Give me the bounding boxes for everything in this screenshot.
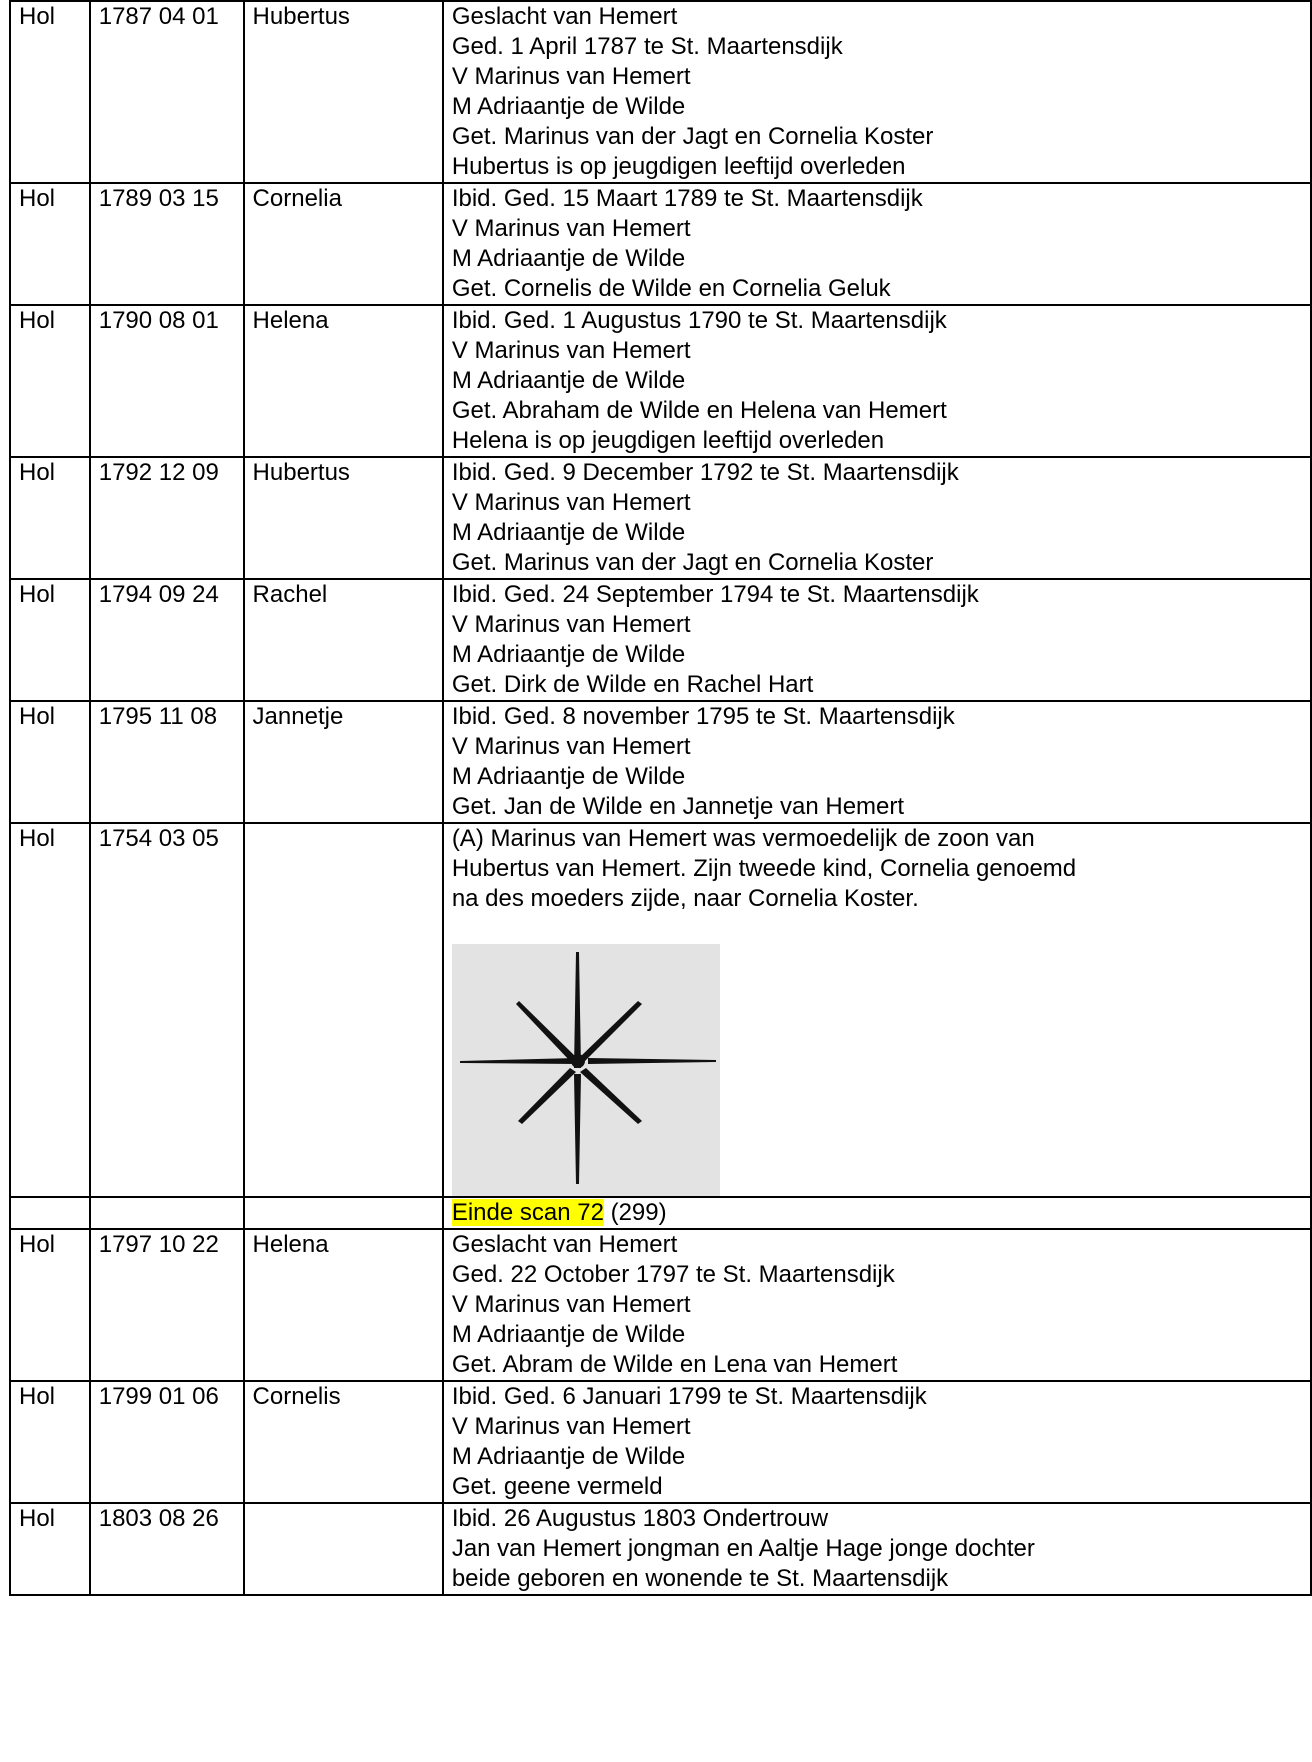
name-cell: Hubertus — [244, 1, 443, 183]
note-line: Geslacht van Hemert — [451, 1231, 678, 1258]
note-line: beide geboren en wonende te St. Maartensdijk — [451, 1565, 949, 1592]
note-line: Ged. 1 April 1787 te St. Maartensdijk — [451, 33, 843, 60]
note-line: Get. geene vermeld — [451, 1473, 663, 1500]
note-line: na des moeders zijde, naar Cornelia Koster. — [451, 885, 919, 912]
date-cell: 1795 11 08 — [90, 701, 244, 823]
note-line: Ibid. Ged. 9 December 1792 te St. Maartensdijk — [451, 459, 959, 486]
table-row — [10, 1, 1311, 183]
place-cell: Hol — [10, 183, 90, 305]
note-line: Get. Abram de Wilde en Lena van Hemert — [451, 1351, 898, 1378]
note-line: V Marinus van Hemert — [451, 1413, 691, 1440]
notes-cell — [443, 1381, 1311, 1503]
note-line: V Marinus van Hemert — [451, 733, 691, 760]
date-cell: 1754 03 05 — [90, 823, 244, 1197]
notes-cell — [443, 579, 1311, 701]
note-line: Get. Marinus van der Jagt en Cornelia Koster — [451, 549, 934, 576]
notes-cell — [443, 1229, 1311, 1381]
place-cell: Hol — [10, 579, 90, 701]
note-line: Ibid. 26 Augustus 1803 Ondertrouw — [451, 1505, 829, 1532]
place-cell — [10, 1197, 90, 1229]
table-row — [10, 1381, 1311, 1503]
date-cell: 1790 08 01 — [90, 305, 244, 457]
place-cell: Hol — [10, 1381, 90, 1503]
note-line: Geslacht van Hemert — [451, 3, 678, 30]
table-row — [10, 183, 1311, 305]
date-cell — [90, 1197, 244, 1229]
note-line: Get. Cornelis de Wilde en Cornelia Geluk — [451, 275, 891, 302]
name-cell — [244, 1197, 443, 1229]
date-cell: 1797 10 22 — [90, 1229, 244, 1381]
date-cell: 1803 08 26 — [90, 1503, 244, 1595]
name-cell: Cornelis — [244, 1381, 443, 1503]
note-line: V Marinus van Hemert — [451, 63, 691, 90]
note-line: Hubertus is op jeugdigen leeftijd overleden — [451, 153, 906, 180]
note-line: V Marinus van Hemert — [451, 489, 691, 516]
notes-cell — [443, 457, 1311, 579]
place-cell: Hol — [10, 701, 90, 823]
note-line: M Adriaantje de Wilde — [451, 1443, 686, 1470]
note-line: Ibid. Ged. 24 September 1794 te St. Maartensdijk — [451, 581, 979, 608]
note-line: V Marinus van Hemert — [451, 1291, 691, 1318]
table-row — [10, 1229, 1311, 1381]
place-cell: Hol — [10, 305, 90, 457]
date-cell: 1799 01 06 — [90, 1381, 244, 1503]
date-cell: 1789 03 15 — [90, 183, 244, 305]
date-cell: 1794 09 24 — [90, 579, 244, 701]
note-line: Ibid. Ged. 6 Januari 1799 te St. Maartensdijk — [451, 1383, 927, 1410]
name-cell: Jannetje — [244, 701, 443, 823]
table-row — [10, 701, 1311, 823]
note-line: Get. Dirk de Wilde en Rachel Hart — [451, 671, 814, 698]
place-cell: Hol — [10, 1503, 90, 1595]
note-line: V Marinus van Hemert — [451, 215, 691, 242]
note-line: Get. Jan de Wilde en Jannetje van Hemert — [451, 793, 905, 820]
note-line: M Adriaantje de Wilde — [451, 93, 686, 120]
note-line: Ibid. Ged. 1 Augustus 1790 te St. Maartensdijk — [451, 307, 947, 334]
notes-cell — [443, 183, 1311, 305]
place-cell: Hol — [10, 1, 90, 183]
notes-cell — [443, 305, 1311, 457]
place-cell: Hol — [10, 823, 90, 1197]
note-line: Helena is op jeugdigen leeftijd overleden — [451, 427, 885, 454]
notes-cell — [443, 1503, 1311, 1595]
table-row — [10, 579, 1311, 701]
note-line: M Adriaantje de Wilde — [451, 763, 686, 790]
genealogy-table — [9, 0, 1312, 1596]
table-row — [10, 1503, 1311, 1595]
date-cell: 1787 04 01 — [90, 1, 244, 183]
note-line: Ibid. Ged. 15 Maart 1789 te St. Maartensdijk — [451, 185, 923, 212]
name-cell: Rachel — [244, 579, 443, 701]
date-cell: 1792 12 09 — [90, 457, 244, 579]
name-cell: Helena — [244, 1229, 443, 1381]
name-cell: Hubertus — [244, 457, 443, 579]
note-line: Ged. 22 October 1797 te St. Maartensdijk — [451, 1261, 895, 1288]
notes-cell — [443, 823, 1311, 1197]
note-line: M Adriaantje de Wilde — [451, 1321, 686, 1348]
note-line: Ibid. Ged. 8 november 1795 te St. Maartensdijk — [451, 703, 955, 730]
name-cell: Helena — [244, 305, 443, 457]
note-line: V Marinus van Hemert — [451, 337, 691, 364]
note-line: (A) Marinus van Hemert was vermoedelijk de zoon van — [451, 825, 1035, 852]
scan-end-page-ref: (299) — [603, 1199, 667, 1226]
note-line: M Adriaantje de Wilde — [451, 519, 686, 546]
scan-end-highlight: Einde scan 72 — [451, 1199, 604, 1226]
place-cell: Hol — [10, 457, 90, 579]
note-line: M Adriaantje de Wilde — [451, 245, 686, 272]
table-row — [10, 305, 1311, 457]
star-image — [452, 944, 720, 1196]
place-cell: Hol — [10, 1229, 90, 1381]
note-line: Jan van Hemert jongman en Aaltje Hage jonge dochter — [451, 1535, 1035, 1562]
name-cell: Cornelia — [244, 183, 443, 305]
star-icon — [452, 944, 720, 1196]
notes-cell — [443, 1197, 1311, 1229]
notes-cell — [443, 1, 1311, 183]
name-cell — [244, 1503, 443, 1595]
note-line: Hubertus van Hemert. Zijn tweede kind, Cornelia genoemd — [451, 855, 1077, 882]
table-row — [10, 1197, 1311, 1229]
table-body — [10, 1, 1311, 1595]
note-line: V Marinus van Hemert — [451, 611, 691, 638]
table-row — [10, 457, 1311, 579]
note-line: M Adriaantje de Wilde — [451, 367, 686, 394]
note-line: M Adriaantje de Wilde — [451, 641, 686, 668]
note-line: Get. Marinus van der Jagt en Cornelia Koster — [451, 123, 934, 150]
table-row — [10, 823, 1311, 1197]
notes-cell — [443, 701, 1311, 823]
note-line: Get. Abraham de Wilde en Helena van Hemert — [451, 397, 947, 424]
name-cell — [244, 823, 443, 1197]
